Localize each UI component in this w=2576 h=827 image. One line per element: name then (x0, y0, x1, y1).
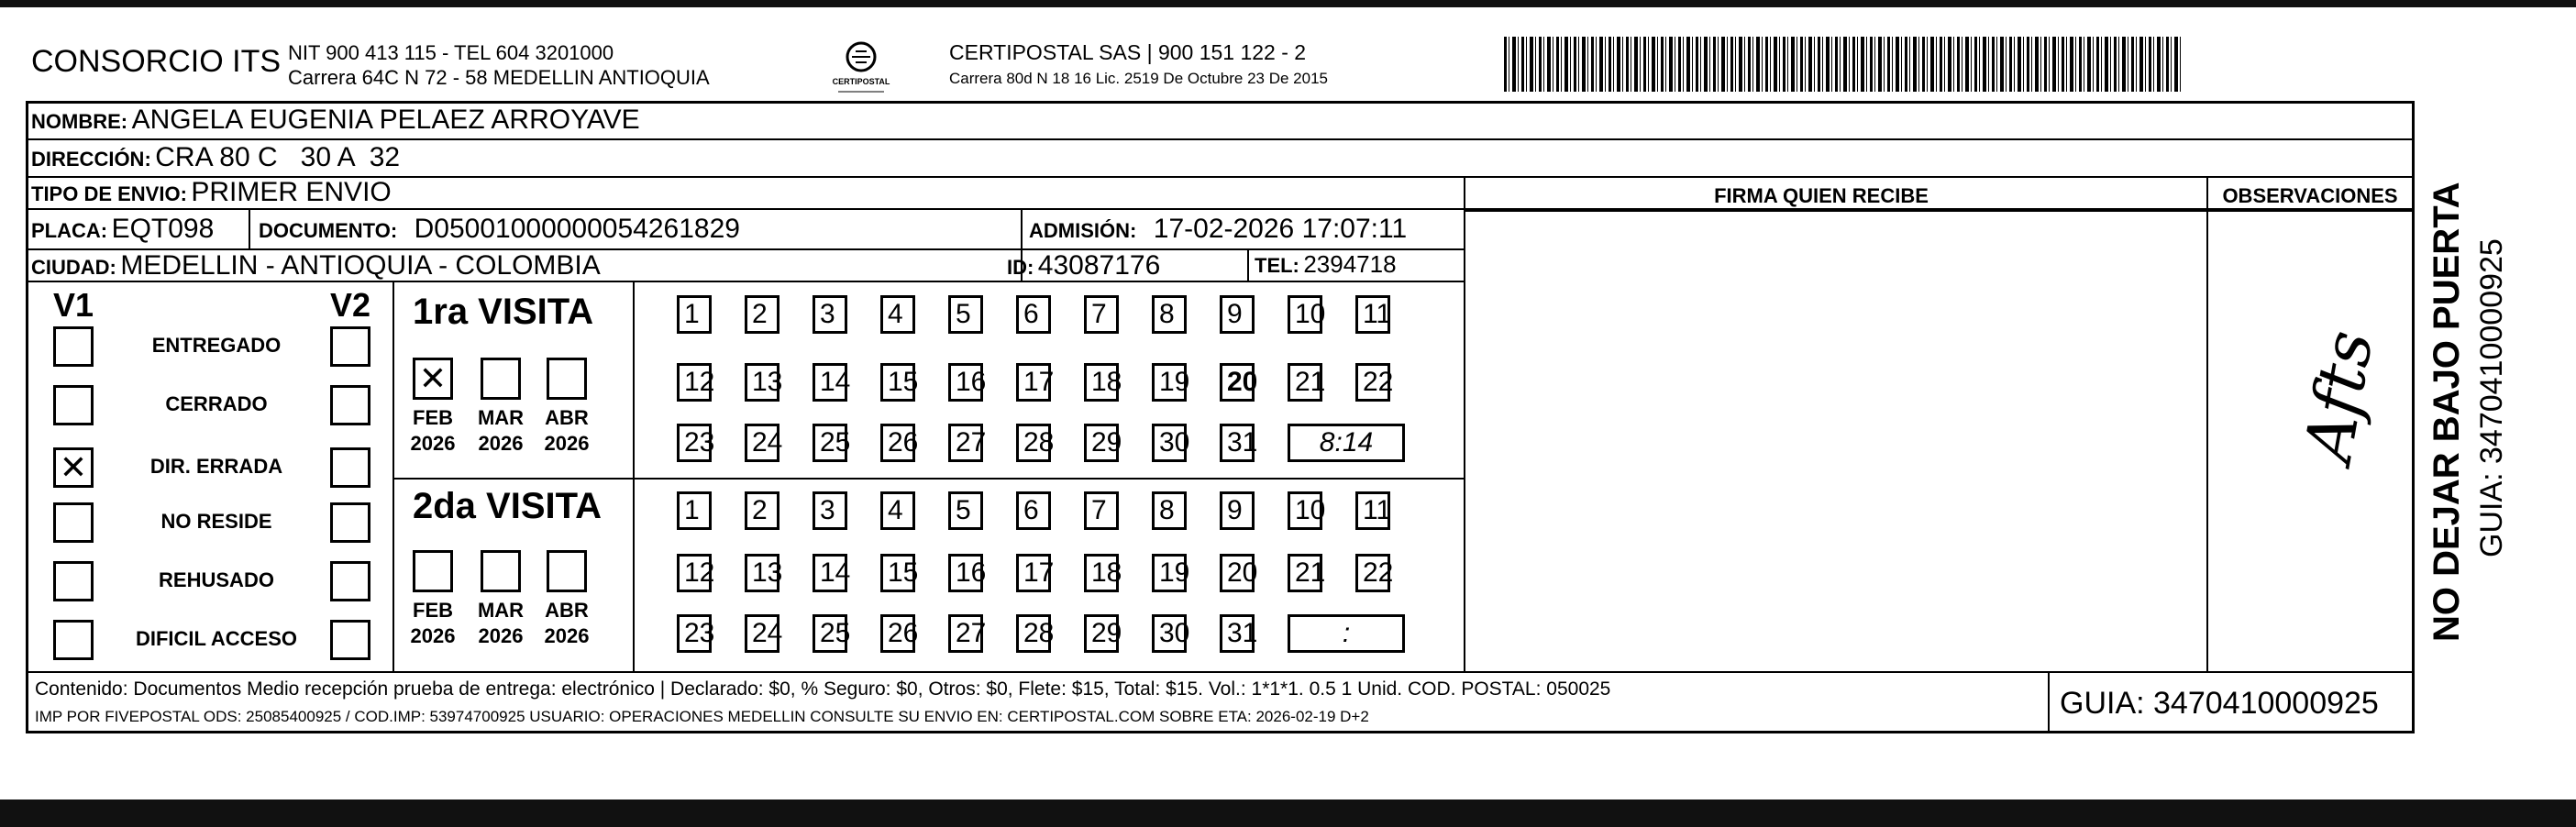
second-visit-day-box[interactable]: 27 (948, 614, 983, 653)
first-visit-day-box[interactable]: 18 (1084, 363, 1119, 402)
second-visit-day-box[interactable]: 24 (745, 614, 779, 653)
second-visit-day-box[interactable]: 14 (813, 554, 847, 592)
second-visit-day-box[interactable]: 16 (948, 554, 983, 592)
first-visit-day-box[interactable]: 6 (1016, 295, 1051, 334)
first-visit-title: 1ra VISITA (413, 292, 594, 332)
footer-content: Contenido: Documentos Medio recepción prueba de entrega: electrónico | Declarado: $0, % Seguro: $0, Otros: $0, Flete: $15, Total: $15. Vol.: 1*1*1. 0.5 1 Unid. COD. POSTAL: 050025 (35, 678, 1611, 700)
first-visit-day-box[interactable]: 26 (880, 424, 915, 462)
company-line-2: Carrera 64C N 72 - 58 MEDELLIN ANTIOQUIA (288, 66, 710, 89)
first-visit-day-box[interactable]: 19 (1152, 363, 1187, 402)
v2-checkbox[interactable] (330, 385, 370, 425)
tel-label: TEL: (1255, 254, 1299, 277)
first-visit-day-box[interactable]: 7 (1084, 295, 1119, 334)
placa-row (31, 214, 214, 245)
first-visit-day-box[interactable]: 17 (1016, 363, 1051, 402)
nombre-value: ANGELA EUGENIA PELAEZ ARROYAVE (131, 105, 640, 135)
first-visit-day-box[interactable]: 5 (948, 295, 983, 334)
second-visit-month-name: ABR (545, 599, 589, 622)
first-visit-day-box[interactable]: 3 (813, 295, 847, 334)
first-visit-month-year: 2026 (410, 432, 456, 455)
second-visit-month-checkbox[interactable] (481, 550, 521, 592)
id-value: 43087176 (1037, 250, 1161, 281)
ciudad-label: CIUDAD: (31, 256, 116, 279)
direccion-row (31, 142, 400, 173)
placa-value: EQT098 (111, 214, 215, 244)
tipo-label: TIPO DE ENVIO: (31, 182, 187, 205)
second-visit-day-box[interactable]: 8 (1152, 491, 1187, 530)
second-visit-day-box[interactable]: 5 (948, 491, 983, 530)
v1-checkbox[interactable] (53, 502, 94, 543)
v2-checkbox[interactable] (330, 620, 370, 660)
v1-checkbox[interactable] (53, 561, 94, 601)
logo-caption: CERTIPOSTAL (832, 77, 890, 86)
side-guia: GUIA: 3470410000925 (2474, 238, 2509, 557)
first-visit-day-box[interactable]: 2 (745, 295, 779, 334)
first-visit-month-checkbox[interactable] (547, 358, 587, 400)
first-visit-day-box[interactable]: 25 (813, 424, 847, 462)
first-visit-month-year: 2026 (478, 432, 524, 455)
second-visit-day-box[interactable]: 21 (1288, 554, 1322, 592)
first-visit-day-box[interactable]: 13 (745, 363, 779, 402)
second-visit-title: 2da VISITA (413, 486, 602, 526)
first-visit-day-box[interactable]: 16 (948, 363, 983, 402)
id-label: ID: (1007, 256, 1034, 279)
first-visit-day-box[interactable]: 29 (1084, 424, 1119, 462)
direccion-value: CRA 80 C 30 A 32 (155, 142, 401, 172)
second-visit-day-box[interactable]: 3 (813, 491, 847, 530)
ciudad-row (31, 250, 601, 281)
first-visit-month-checkbox[interactable] (481, 358, 521, 400)
status-label: ENTREGADO (151, 334, 282, 357)
second-visit-month-name: FEB (413, 599, 453, 622)
second-visit-time-field[interactable]: : (1288, 614, 1405, 653)
firma-header: FIRMA QUIEN RECIBE (1714, 184, 1929, 207)
first-visit-day-box[interactable]: 28 (1016, 424, 1051, 462)
observation-handwriting: Afts (2289, 325, 2388, 468)
first-visit-day-box[interactable]: 21 (1288, 363, 1322, 402)
status-label: DIFICIL ACCESO (135, 627, 297, 650)
second-visit-month-name: MAR (477, 599, 525, 622)
tipo-row (31, 177, 392, 208)
second-visit-day-box[interactable]: 10 (1288, 491, 1322, 530)
observaciones-header: OBSERVACIONES (2222, 184, 2398, 207)
first-visit-day-box[interactable]: 15 (880, 363, 915, 402)
second-visit-day-box[interactable]: 23 (677, 614, 712, 653)
nombre-label: NOMBRE: (31, 110, 128, 133)
second-visit-day-box[interactable]: 17 (1016, 554, 1051, 592)
first-visit-day-box[interactable]: 30 (1152, 424, 1187, 462)
status-label: DIR. ERRADA (149, 455, 283, 478)
second-visit-day-box[interactable]: 7 (1084, 491, 1119, 530)
first-visit-month-name: MAR (477, 406, 525, 429)
tipo-value: PRIMER ENVIO (191, 177, 392, 207)
second-visit-day-box[interactable]: 26 (880, 614, 915, 653)
second-visit-day-box[interactable]: 20 (1220, 554, 1255, 592)
second-visit-day-box[interactable]: 18 (1084, 554, 1119, 592)
second-visit-month-checkbox[interactable] (547, 550, 587, 592)
second-visit-day-box[interactable]: 30 (1152, 614, 1187, 653)
admision-value: 17-02-2026 17:07:11 (1153, 214, 1408, 244)
first-visit-month-year: 2026 (544, 432, 590, 455)
company-line-1: NIT 900 413 115 - TEL 604 3201000 (288, 41, 614, 64)
first-visit-month-name: FEB (413, 406, 453, 429)
v1-checkbox[interactable] (53, 620, 94, 660)
first-visit-day-box[interactable]: 24 (745, 424, 779, 462)
id-row (1007, 250, 1160, 281)
placa-label: PLACA: (31, 219, 108, 242)
admision-label: ADMISIÓN: (1029, 219, 1137, 242)
second-visit-month-year: 2026 (478, 624, 524, 647)
second-visit-day-box[interactable]: 19 (1152, 554, 1187, 592)
first-visit-day-box[interactable]: 4 (880, 295, 915, 334)
carrier-line-2: Carrera 80d N 18 16 Lic. 2519 De Octubre 23 De 2015 (949, 70, 1328, 87)
second-visit-day-box[interactable]: 31 (1220, 614, 1255, 653)
first-visit-day-box[interactable]: 1 (677, 295, 712, 334)
second-visit-day-box[interactable]: 28 (1016, 614, 1051, 653)
footer-print-info: IMP POR FIVEPOSTAL ODS: 25085400925 / COD.IMP: 53974700925 USUARIO: OPERACIONES MEDELLIN CONSULTE SU ENVIO EN: CERTIPOSTAL.COM SOBRE ETA: 2026-02-19 D+2 (35, 708, 1369, 725)
top-edge (0, 0, 2576, 7)
second-visit-month-year: 2026 (410, 624, 456, 647)
v2-checkbox[interactable] (330, 326, 370, 367)
first-visit-day-box[interactable]: 23 (677, 424, 712, 462)
v2-checkbox[interactable] (330, 561, 370, 601)
second-visit-day-box[interactable]: 1 (677, 491, 712, 530)
tel-value: 2394718 (1303, 250, 1397, 278)
status-label: NO RESIDE (160, 510, 272, 533)
v2-header: V2 (330, 286, 371, 324)
second-visit-day-box[interactable]: 15 (880, 554, 915, 592)
documento-label: DOCUMENTO: (259, 219, 398, 242)
second-visit-day-box[interactable]: 12 (677, 554, 712, 592)
first-visit-month-checkbox[interactable]: ✕ (413, 358, 453, 400)
second-visit-day-box[interactable]: 13 (745, 554, 779, 592)
first-visit-time-field[interactable]: 8:14 (1288, 424, 1405, 462)
second-visit-month-checkbox[interactable] (413, 550, 453, 592)
v1-checkbox[interactable]: ✕ (53, 447, 94, 488)
first-visit-day-box[interactable]: 22 (1355, 363, 1390, 402)
company-name: CONSORCIO ITS (31, 44, 282, 79)
first-visit-day-box[interactable]: 20 (1220, 363, 1255, 402)
tel-row (1255, 250, 1397, 279)
second-visit-day-box[interactable]: 29 (1084, 614, 1119, 653)
second-visit-day-box[interactable]: 2 (745, 491, 779, 530)
second-visit-day-box[interactable]: 6 (1016, 491, 1051, 530)
second-visit-day-box[interactable]: 25 (813, 614, 847, 653)
v2-checkbox[interactable] (330, 447, 370, 488)
first-visit-day-box[interactable]: 10 (1288, 295, 1322, 334)
certipostal-logo-icon (829, 37, 893, 97)
direccion-label: DIRECCIÓN: (31, 148, 151, 171)
second-visit-day-box[interactable]: 4 (880, 491, 915, 530)
footer-guia: GUIA: 3470410000925 (2060, 686, 2379, 721)
v1-checkbox[interactable] (53, 385, 94, 425)
second-visit-day-box[interactable]: 9 (1220, 491, 1255, 530)
ciudad-value: MEDELLIN - ANTIOQUIA - COLOMBIA (120, 250, 601, 281)
first-visit-month-name: ABR (545, 406, 589, 429)
second-visit-month-year: 2026 (544, 624, 590, 647)
second-visit-day-box[interactable]: 11 (1355, 491, 1390, 530)
no-dejar-bajo-puerta: NO DEJAR BAJO PUERTA (2427, 182, 2467, 642)
second-visit-day-box[interactable]: 22 (1355, 554, 1390, 592)
v1-checkbox[interactable] (53, 326, 94, 367)
status-label: REHUSADO (159, 568, 274, 591)
first-visit-day-box[interactable]: 8 (1152, 295, 1187, 334)
first-visit-day-box[interactable]: 11 (1355, 295, 1390, 334)
status-label: CERRADO (165, 392, 268, 415)
first-visit-day-box[interactable]: 14 (813, 363, 847, 402)
first-visit-day-box[interactable]: 9 (1220, 295, 1255, 334)
barcode (1504, 37, 2183, 92)
documento-row (259, 214, 740, 245)
nombre-row (31, 105, 640, 136)
v2-checkbox[interactable] (330, 502, 370, 543)
first-visit-day-box[interactable]: 27 (948, 424, 983, 462)
carrier-line-1: CERTIPOSTAL SAS | 900 151 122 - 2 (949, 40, 1307, 64)
bottom-edge (0, 799, 2576, 827)
first-visit-day-box[interactable]: 31 (1220, 424, 1255, 462)
v1-header: V1 (53, 286, 94, 324)
admision-row (1029, 214, 1407, 245)
documento-value: D05001000000054261829 (414, 214, 740, 244)
first-visit-day-box[interactable]: 12 (677, 363, 712, 402)
